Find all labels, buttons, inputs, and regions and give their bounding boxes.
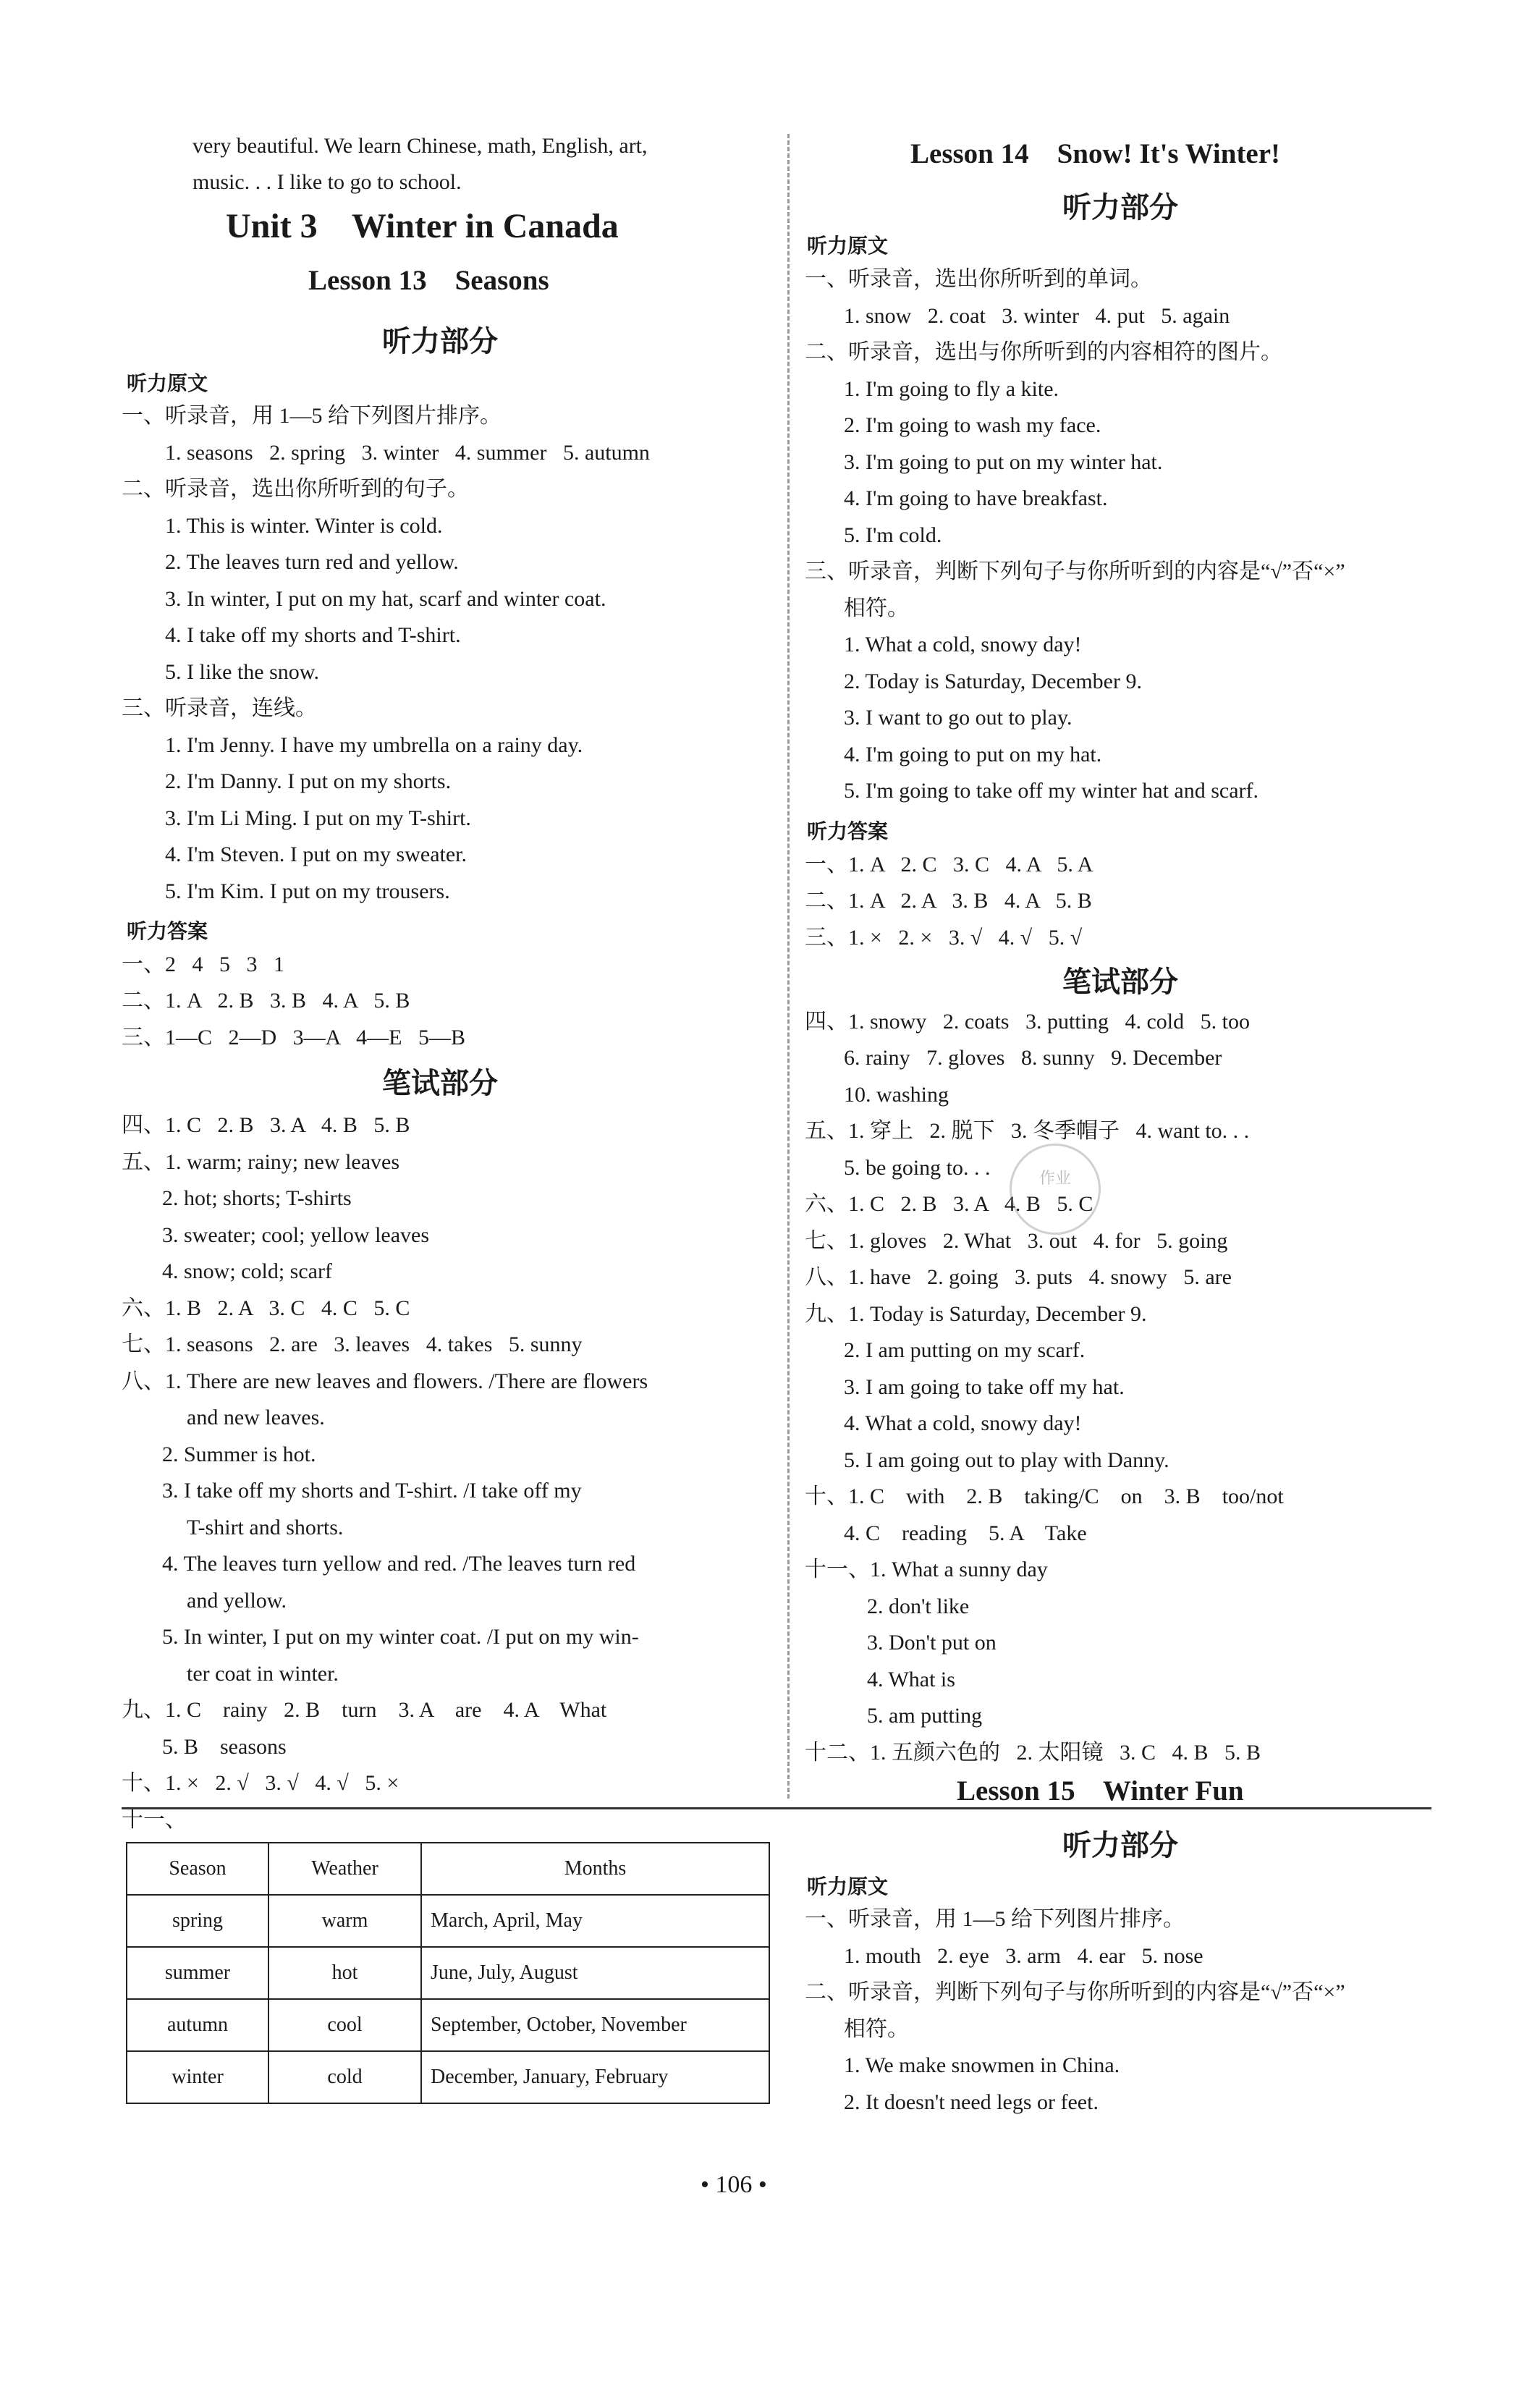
table-cell: cold [268,2051,421,2103]
l14-w4-line2: 6. rainy 7. gloves 8. sunny 9. December [844,1046,1222,1070]
l13-q3-head: 三、听录音，连线。 [122,696,317,720]
l13-w10: 十、1. × 2. √ 3. √ 4. √ 5. × [122,1771,399,1795]
l15-transcript-head: 听力原文 [807,1875,889,1898]
table-row [127,1947,769,1999]
l13-w9-tail: 5. B seasons [162,1735,287,1759]
l15-q2-head: 二、听录音，判断下列句子与你所听到的内容是“√”否“×” [805,1980,1345,2004]
table-header: Months [421,1843,769,1895]
lesson14-title: Lesson 14 Snow! It's Winter! [910,138,1281,169]
l13-q3-item: 5. I'm Kim. I put on my trousers. [165,879,450,903]
table-cell: hot [268,1947,421,1999]
l13-ans2: 二、1. A 2. B 3. B 4. A 5. B [122,989,410,1013]
l13-q2-head: 二、听录音，选出你所听到的句子。 [122,477,469,501]
l13-w8-line: 2. Summer is hot. [162,1442,316,1466]
l13-q1-items: 1. seasons 2. spring 3. winter 4. summer 5. autumn [165,441,650,465]
l14-w10-head: 十、1. C with 2. B taking/C on 3. B too/not [805,1484,1284,1508]
l13-w8-line: and yellow. [187,1589,287,1613]
table-cell: June, July, August [421,1947,769,1999]
table-cell: spring [127,1895,268,1947]
l14-q2-item: 2. I'm going to wash my face. [844,413,1101,437]
l13-w8-line: 5. In winter, I put on my winter coat. /I put on my win- [162,1625,639,1649]
l14-w9-item: 5. I am going out to play with Danny. [844,1448,1169,1472]
l14-listening-title: 听力部分 [1062,191,1178,224]
l13-w5-head: 五、1. warm; rainy; new leaves [122,1150,400,1174]
l14-w12: 十二、1. 五颜六色的 2. 太阳镜 3. C 4. B 5. B [805,1741,1261,1765]
l14-q2-head: 二、听录音，选出与你所听到的内容相符的图片。 [805,340,1282,364]
l14-q3-item: 4. I'm going to put on my hat. [844,743,1102,766]
lesson13-transcript-head: 听力原文 [127,371,208,395]
l13-q3-item: 3. I'm Li Ming. I put on my T-shirt. [165,806,471,830]
l13-ans1: 一、2 4 5 3 1 [122,952,284,976]
l13-w5-item: 3. sweater; cool; yellow leaves [162,1223,430,1247]
l13-w9-head: 九、1. C rainy 2. B turn 3. A are 4. A What [122,1698,607,1722]
l14-answers-head: 听力答案 [807,819,889,843]
table-header: Weather [268,1843,421,1895]
l14-w11-item: 3. Don't put on [867,1631,997,1655]
l13-w8-line: 3. I take off my shorts and T-shirt. /I take off my [162,1479,582,1503]
table-header-row [127,1843,769,1895]
l13-q2-item: 2. The leaves turn red and yellow. [165,550,459,574]
l14-w11-item: 5. am putting [867,1704,983,1728]
table-cell: cool [268,1999,421,2051]
l13-q2-item: 3. In winter, I put on my hat, scarf and winter coat. [165,587,606,611]
l14-ans2: 二、1. A 2. A 3. B 4. A 5. B [805,889,1092,913]
l13-w8-line: T-shirt and shorts. [187,1516,344,1539]
l14-w11-item: 4. What is [867,1668,955,1691]
l14-w8: 八、1. have 2. going 3. puts 4. snowy 5. are [805,1265,1232,1289]
l14-q3-item: 1. What a cold, snowy day! [844,633,1082,656]
l13-q2-item: 4. I take off my shorts and T-shirt. [165,623,461,647]
lesson15-title: Lesson 15 Winter Fun [957,1775,1244,1807]
l13-q3-item: 1. I'm Jenny. I have my umbrella on a rainy day. [165,733,583,757]
l13-w11-head: 十一、 [122,1808,187,1832]
table-cell: December, January, February [421,2051,769,2103]
l15-q1-items: 1. mouth 2. eye 3. arm 4. ear 5. nose [844,1944,1203,1968]
l13-w8-line: ter coat in winter. [187,1662,339,1686]
unit-title: Unit 3 Winter in Canada [226,207,619,245]
season-table [126,1842,770,2104]
l15-q2-head2: 相符。 [844,2017,909,2041]
l14-q3-item: 5. I'm going to take off my winter hat and scarf. [844,779,1259,803]
bottom-rule [122,1807,1431,1809]
column-divider [787,134,790,1799]
l14-w11-item: 2. don't like [867,1594,970,1618]
l14-transcript-head: 听力原文 [807,234,889,258]
l15-q2-item: 2. It doesn't need legs or feet. [844,2090,1099,2114]
l13-w5-item: 4. snow; cold; scarf [162,1259,332,1283]
table-header: Season [127,1843,268,1895]
lesson13-listening-title: 听力部分 [382,325,498,358]
l13-q3-item: 2. I'm Danny. I put on my shorts. [165,769,452,793]
l14-ans3: 三、1. × 2. × 3. √ 4. √ 5. √ [805,926,1083,950]
l14-w9-item: 4. What a cold, snowy day! [844,1411,1082,1435]
l13-w4: 四、1. C 2. B 3. A 4. B 5. B [122,1113,410,1137]
homework-stamp [1010,1144,1101,1235]
l13-w7: 七、1. seasons 2. are 3. leaves 4. takes 5. sunny [122,1332,583,1356]
l13-ans3: 三、1—C 2—D 3—A 4—E 5—B [122,1026,466,1049]
l14-w6: 六、1. C 2. B 3. A 4. B 5. C [805,1192,1093,1216]
l14-w4-head: 四、1. snowy 2. coats 3. putting 4. cold 5. too [805,1010,1250,1034]
l14-w4-line3: 10. washing [844,1083,949,1107]
table-row [127,1895,769,1947]
stamp-text: 作业 [1038,1169,1071,1187]
table-cell: warm [268,1895,421,1947]
l14-w5-head: 五、1. 穿上 2. 脱下 3. 冬季帽子 4. want to. . . [805,1119,1250,1143]
l14-q2-item: 5. I'm cold. [844,523,942,547]
lesson13-title: Lesson 13 Seasons [308,265,549,296]
l14-q3-head2: 相符。 [844,596,909,620]
l14-q1-head: 一、听录音，选出你所听到的单词。 [805,267,1152,291]
l13-w6: 六、1. B 2. A 3. C 4. C 5. C [122,1296,410,1320]
l14-w5-line2: 5. be going to. . . [844,1156,991,1180]
table-cell: summer [127,1947,268,1999]
l15-q2-item: 1. We make snowmen in China. [844,2053,1120,2077]
l13-w5-item: 2. hot; shorts; T-shirts [162,1186,352,1210]
l14-ans1: 一、1. A 2. C 3. C 4. A 5. A [805,853,1093,876]
l14-q3-item: 2. Today is Saturday, December 9. [844,669,1142,693]
l13-w8-head: 八、1. There are new leaves and flowers. /There are flowers [122,1369,648,1393]
table-row [127,1999,769,2051]
l13-w8-line: and new leaves. [187,1406,325,1429]
l14-q3-item: 3. I want to go out to play. [844,706,1072,730]
l13-q1-head: 一、听录音，用 1—5 给下列图片排序。 [122,404,502,428]
l13-q2-item: 5. I like the snow. [165,660,320,684]
l13-q3-item: 4. I'm Steven. I put on my sweater. [165,842,467,866]
l14-q2-item: 1. I'm going to fly a kite. [844,377,1059,401]
l14-w7: 七、1. gloves 2. What 3. out 4. for 5. going [805,1229,1228,1253]
l14-w11-head: 十一、1. What a sunny day [805,1558,1048,1581]
intro-line-2: music. . . I like to go to school. [192,170,462,194]
l14-w9-head: 九、1. Today is Saturday, December 9. [805,1302,1147,1326]
table-cell: winter [127,2051,268,2103]
l14-written-title: 笔试部分 [1062,966,1178,999]
l14-q2-item: 3. I'm going to put on my winter hat. [844,450,1163,474]
l13-q2-item: 1. This is winter. Winter is cold. [165,514,443,538]
l14-w9-item: 2. I am putting on my scarf. [844,1338,1086,1362]
l14-q1-items: 1. snow 2. coat 3. winter 4. put 5. again [844,304,1230,328]
table-cell: September, October, November [421,1999,769,2051]
l13-answers-head: 听力答案 [127,919,208,943]
table-row [127,2051,769,2103]
table-cell: autumn [127,1999,268,2051]
l14-w9-item: 3. I am going to take off my hat. [844,1375,1125,1399]
l14-q2-item: 4. I'm going to have breakfast. [844,486,1108,510]
l14-w10-line2: 4. C reading 5. A Take [844,1521,1087,1545]
page-number: • 106 • [701,2171,767,2198]
intro-line-1: very beautiful. We learn Chinese, math, English, art, [192,134,648,158]
l13-written-title: 笔试部分 [382,1067,498,1100]
table-cell: March, April, May [421,1895,769,1947]
l15-q1-head: 一、听录音，用 1—5 给下列图片排序。 [805,1907,1185,1931]
l13-w8-line: 4. The leaves turn yellow and red. /The leaves turn red [162,1552,636,1576]
l14-q3-head: 三、听录音，判断下列句子与你所听到的内容是“√”否“×” [805,559,1345,583]
l15-listening-title: 听力部分 [1062,1829,1178,1862]
